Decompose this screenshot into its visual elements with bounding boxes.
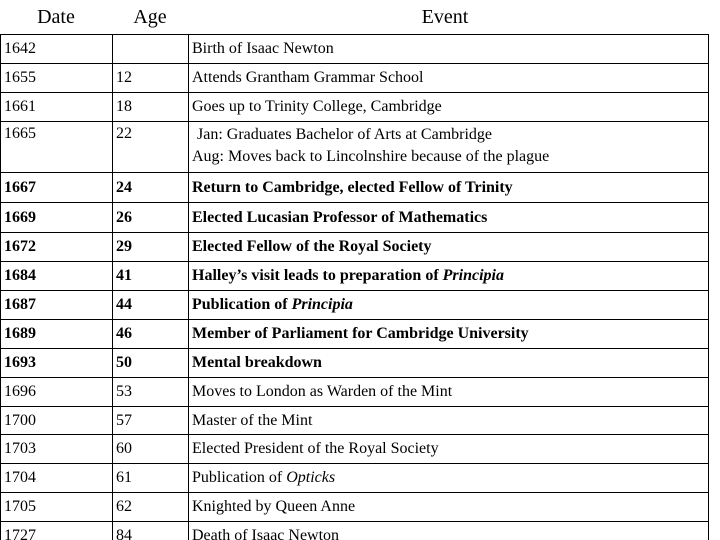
age-cell: 22 bbox=[113, 122, 189, 173]
date-cell: 1696 bbox=[1, 378, 113, 407]
age-cell: 60 bbox=[113, 435, 189, 464]
date-cell: 1703 bbox=[1, 435, 113, 464]
table-row bbox=[1, 173, 709, 203]
timeline-table bbox=[0, 34, 709, 540]
date-cell: 1704 bbox=[1, 464, 113, 493]
age-cell: 61 bbox=[113, 464, 189, 493]
date-cell: 1684 bbox=[1, 262, 113, 291]
date-cell: 1667 bbox=[1, 173, 113, 203]
table-row bbox=[1, 35, 709, 64]
age-cell: 50 bbox=[113, 349, 189, 378]
age-cell: 41 bbox=[113, 262, 189, 291]
age-cell: 53 bbox=[113, 378, 189, 407]
date-cell: 1700 bbox=[1, 407, 113, 435]
event-cell: Birth of Isaac Newton bbox=[189, 35, 709, 64]
event-text: Publication of bbox=[192, 296, 292, 313]
event-cell: Mental breakdown bbox=[189, 349, 709, 378]
age-cell: 29 bbox=[113, 233, 189, 262]
event-cell: Attends Grantham Grammar School bbox=[189, 64, 709, 93]
table-row bbox=[1, 262, 709, 291]
table-row bbox=[1, 291, 709, 320]
table-row bbox=[1, 522, 709, 540]
date-cell: 1689 bbox=[1, 320, 113, 349]
table-row bbox=[1, 435, 709, 464]
date-cell: 1693 bbox=[1, 349, 113, 378]
event-text: Halley’s visit leads to preparation of bbox=[192, 267, 443, 284]
event-italic-title: Principia bbox=[291, 296, 353, 313]
event-cell bbox=[189, 262, 709, 291]
event-cell: Knighted by Queen Anne bbox=[189, 493, 709, 522]
column-header-date: Date bbox=[37, 6, 75, 28]
event-line: Jan: Graduates Bachelor of Arts at Cambridge bbox=[197, 126, 493, 143]
table-row bbox=[1, 407, 709, 435]
age-cell: 57 bbox=[113, 407, 189, 435]
age-cell: 84 bbox=[113, 522, 189, 540]
table-row bbox=[1, 349, 709, 378]
event-cell: Elected Lucasian Professor of Mathematics bbox=[189, 203, 709, 233]
table-row bbox=[1, 203, 709, 233]
age-cell: 12 bbox=[113, 64, 189, 93]
event-cell: Member of Parliament for Cambridge University bbox=[189, 320, 709, 349]
event-line: Aug: Moves back to Lincolnshire because of the plague bbox=[192, 148, 550, 165]
date-cell: 1672 bbox=[1, 233, 113, 262]
event-cell bbox=[189, 291, 709, 320]
event-cell: Return to Cambridge, elected Fellow of Trinity bbox=[189, 173, 709, 203]
event-cell: Death of Isaac Newton bbox=[189, 522, 709, 540]
date-cell: 1669 bbox=[1, 203, 113, 233]
event-italic-title: Principia bbox=[442, 267, 504, 284]
age-cell: 62 bbox=[113, 493, 189, 522]
age-cell bbox=[113, 35, 189, 64]
date-cell: 1655 bbox=[1, 64, 113, 93]
age-cell: 24 bbox=[113, 173, 189, 203]
event-text: Publication of bbox=[192, 469, 287, 486]
event-cell: Elected Fellow of the Royal Society bbox=[189, 233, 709, 262]
age-cell: 18 bbox=[113, 93, 189, 122]
date-cell: 1727 bbox=[1, 522, 113, 540]
table-row bbox=[1, 64, 709, 93]
table-row bbox=[1, 122, 709, 173]
age-cell: 26 bbox=[113, 203, 189, 233]
event-cell: Goes up to Trinity College, Cambridge bbox=[189, 93, 709, 122]
event-cell: Moves to London as Warden of the Mint bbox=[189, 378, 709, 407]
date-cell: 1705 bbox=[1, 493, 113, 522]
event-cell bbox=[189, 464, 709, 493]
event-cell bbox=[189, 122, 709, 173]
event-cell: Master of the Mint bbox=[189, 407, 709, 435]
date-cell: 1665 bbox=[1, 122, 113, 173]
date-cell: 1642 bbox=[1, 35, 113, 64]
event-italic-title: Opticks bbox=[286, 469, 336, 486]
table-row bbox=[1, 378, 709, 407]
column-header-event: Event bbox=[421, 6, 469, 28]
table-row bbox=[1, 464, 709, 493]
table-row bbox=[1, 93, 709, 122]
column-header-age: Age bbox=[133, 6, 167, 28]
table-row bbox=[1, 493, 709, 522]
date-cell: 1661 bbox=[1, 93, 113, 122]
age-cell: 46 bbox=[113, 320, 189, 349]
table-row bbox=[1, 233, 709, 262]
event-cell: Elected President of the Royal Society bbox=[189, 435, 709, 464]
age-cell: 44 bbox=[113, 291, 189, 320]
table-row bbox=[1, 320, 709, 349]
date-cell: 1687 bbox=[1, 291, 113, 320]
